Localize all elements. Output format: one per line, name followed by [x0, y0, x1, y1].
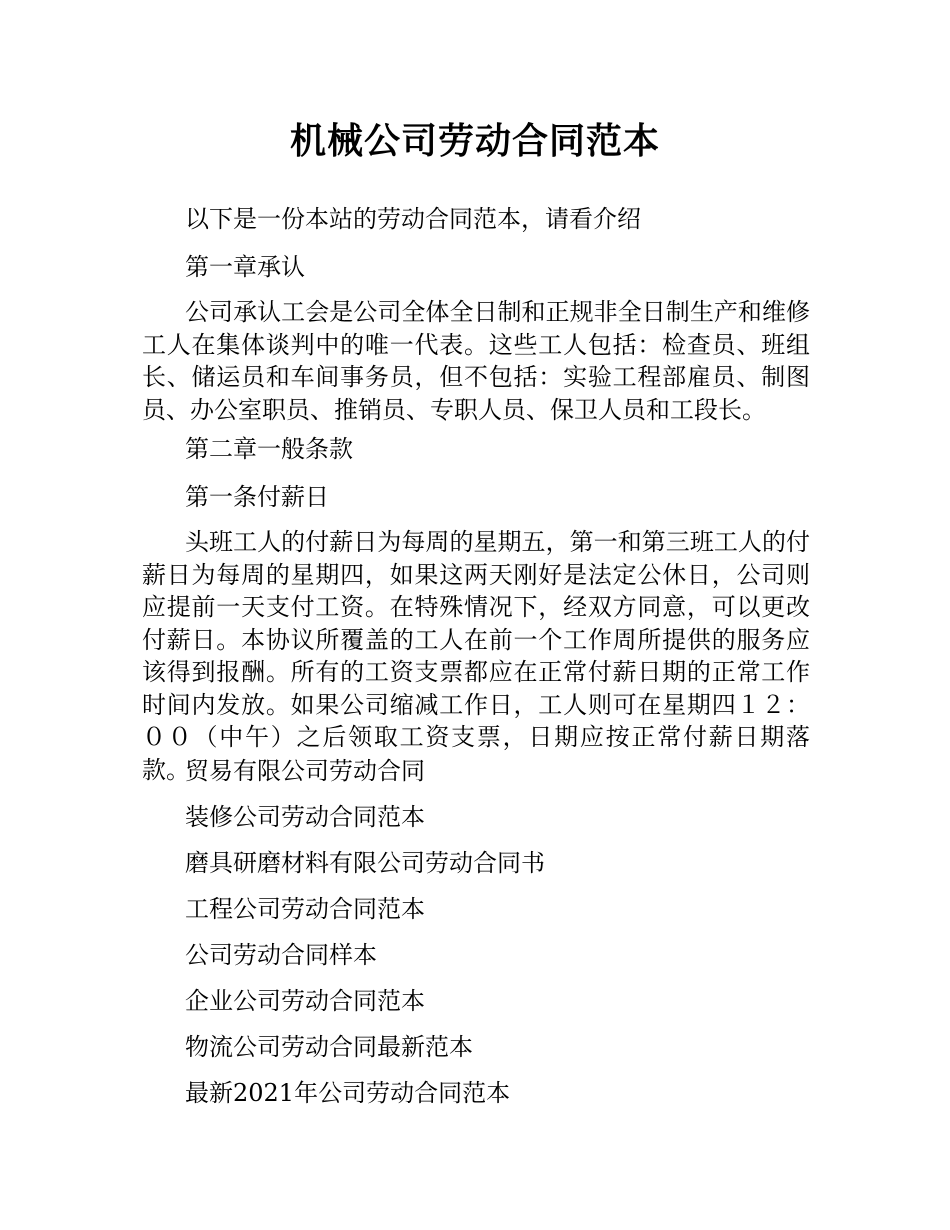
article1-body: 头班工人的付薪日为每周的星期五，第一和第三班工人的付薪日为每周的星期四，如果这两天刚好是法定公休日，公司则应提前一天支付工资。在特殊情况下，经双方同意，可以更改付薪日。本协议所覆盖的工人在前一个工作周所提供的服务应该得到报酬。所有的工资支票都应在正常付薪日期的正常工作时间内发放。如果公司缩减工作日，工人则可在星期四１２：００（中午）之后领取工资支票，日期应按正常付薪日期落款。 — [142, 528, 810, 784]
article1-heading: 第一条付薪日 — [185, 483, 329, 511]
related-link-1: 贸易有限公司劳动合同 — [185, 757, 425, 785]
chapter2-heading: 第二章一般条款 — [185, 435, 353, 463]
chapter1-heading: 第一章承认 — [185, 253, 305, 281]
chapter1-body: 公司承认工会是公司全体全日制和正规非全日制生产和维修工人在集体谈判中的唯一代表。这些工人包括：检查员、班组长、储运员和车间事务员，但不包括：实验工程部雇员、制图员、办公室职员、推销员、专职人员、保卫人员和工段长。 — [142, 298, 810, 424]
intro-paragraph: 以下是一份本站的劳动合同范本，请看介绍 — [185, 205, 641, 233]
related-link-8: 最新2021年公司劳动合同范本 — [185, 1079, 511, 1107]
related-link-2: 装修公司劳动合同范本 — [185, 803, 425, 831]
related-link-6: 企业公司劳动合同范本 — [185, 987, 425, 1015]
related-link-5: 公司劳动合同样本 — [185, 941, 377, 969]
related-link-7: 物流公司劳动合同最新范本 — [185, 1033, 473, 1061]
related-link-3: 磨具研磨材料有限公司劳动合同书 — [185, 849, 545, 877]
document-title: 机械公司劳动合同范本 — [289, 121, 660, 162]
related-link-4: 工程公司劳动合同范本 — [185, 895, 425, 923]
